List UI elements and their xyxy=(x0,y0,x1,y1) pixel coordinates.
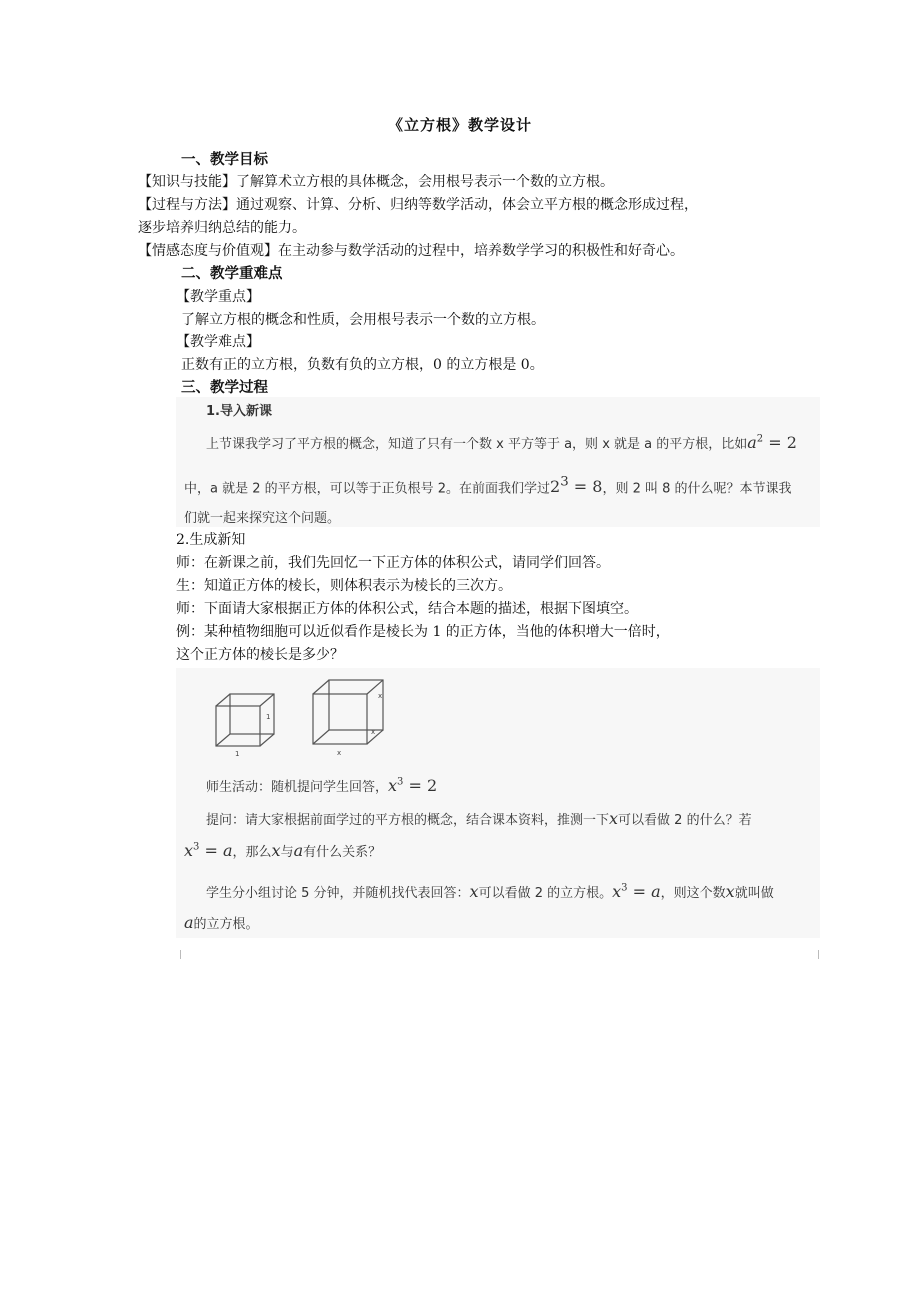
question-line-2 xyxy=(184,841,381,860)
formula-rest: = 2 xyxy=(763,433,797,452)
difficulty-text: 正数有正的立方根，负数有负的立方根，0 的立方根是 0。 xyxy=(181,357,544,373)
var-x: x xyxy=(271,841,281,860)
formula-two-cubed xyxy=(550,477,602,496)
cube-figure xyxy=(208,672,408,762)
new-knowledge-heading: 2.生成新知 xyxy=(176,532,246,548)
intro-line-2 xyxy=(184,475,792,496)
var-a: a xyxy=(184,913,194,932)
objective-attitude: 【情感态度与价值观】在主动参与数学活动的过程中，培养数学学习的积极性和好奇心。 xyxy=(138,243,684,259)
question-text-d: 与 xyxy=(280,845,294,860)
formula-rest: = a xyxy=(199,841,233,860)
formula-base: x xyxy=(184,841,194,860)
answer-text-b: 可以看做 2 的立方根。 xyxy=(478,886,613,901)
formula-exp: 3 xyxy=(397,776,404,788)
formula-exp: 3 xyxy=(560,475,569,490)
formula-rest: = a xyxy=(627,882,661,901)
section-heading-objectives: 一、教学目标 xyxy=(181,151,268,168)
formula-base: x xyxy=(388,776,398,795)
scanned-activity-block xyxy=(176,668,820,938)
intro-line-1 xyxy=(206,433,797,452)
dialogue-teacher-2: 师：下面请大家根据正方体的体积公式，结合本题的描述，根据下图填空。 xyxy=(176,601,638,617)
answer-text-c: ，则这个数 xyxy=(660,886,726,901)
formula-exp: 3 xyxy=(193,841,200,853)
objective-process-cont: 逐步培养归纳总结的能力。 xyxy=(138,220,306,236)
section-heading-key-points: 二、教学重难点 xyxy=(181,265,283,282)
intro-line-2-text: 中，a 就是 2 的平方根，可以等于正负根号 2。在前面我们学过 xyxy=(184,481,551,497)
formula-base: 2 xyxy=(550,477,561,497)
formula-a-squared xyxy=(747,433,763,452)
var-x: x xyxy=(469,882,479,901)
scanned-intro-block xyxy=(176,397,820,527)
key-point-label: 【教学重点】 xyxy=(176,289,260,305)
var-x: x xyxy=(725,882,735,901)
corner-mark-right xyxy=(818,950,819,959)
formula-base: x xyxy=(612,882,622,901)
dialogue-teacher-1: 师：在新课之前，我们先回忆一下正方体的体积公式，请同学们回答。 xyxy=(176,555,610,571)
formula-exp: 2 xyxy=(756,433,764,445)
document-title: 《立方根》教学设计 xyxy=(387,116,532,134)
student-answer-line-2 xyxy=(184,913,259,932)
question-text-c: ，那么 xyxy=(232,845,272,860)
question-text-b: 可以看做 2 的什么？若 xyxy=(618,813,752,828)
intro-heading: 1.导入新课 xyxy=(206,404,272,419)
var-x: x xyxy=(609,809,619,828)
example-problem: 例：某种植物细胞可以近似看作是棱长为 1 的正方体，当他的体积增大一倍时， xyxy=(176,624,670,640)
activity-text: 师生活动：随机提问学生回答， xyxy=(206,780,389,795)
question-text-e: 有什么关系？ xyxy=(303,845,382,860)
student-answer-line-1 xyxy=(206,882,774,901)
objective-process: 【过程与方法】通过观察、计算、分析、归纳等数学活动，体会立平方根的概念形成过程， xyxy=(138,197,698,213)
answer-text: 学生分小组讨论 5 分钟，并随机找代表回答： xyxy=(206,886,470,901)
question-line-1 xyxy=(206,809,752,828)
section-heading-process: 三、教学过程 xyxy=(181,379,268,396)
example-question: 这个正方体的棱长是多少？ xyxy=(176,647,344,663)
difficulty-label: 【教学难点】 xyxy=(176,334,260,350)
small-cube-side-label: 1 xyxy=(266,713,271,721)
formula-base: a xyxy=(747,433,757,452)
var-a: a xyxy=(293,841,304,860)
objective-knowledge: 【知识与技能】了解算术立方根的具体概念，会用根号表示一个数的立方根。 xyxy=(138,174,614,190)
formula-rest: = 2 xyxy=(403,776,438,795)
large-cube-label-bottom: x xyxy=(337,749,342,757)
formula-x-cubed xyxy=(388,776,403,795)
intro-line-3: 们就一起来探究这个问题。 xyxy=(184,511,341,526)
formula-exp: 3 xyxy=(621,882,628,894)
intro-line-2-text-b: ，则 2 叫 8 的什么呢？本节课我 xyxy=(602,481,792,497)
answer-text-d: 就叫做 xyxy=(734,886,774,901)
large-cube-label-top: x xyxy=(378,692,383,700)
intro-line-1-text: 上节课我学习了平方根的概念，知道了只有一个数 x 平方等于 a，则 x 就是 a 的平方根，比如 xyxy=(206,437,748,452)
large-cube-label-right: x xyxy=(371,728,376,736)
corner-mark-left xyxy=(180,950,181,959)
formula-x-cubed-a xyxy=(184,841,199,860)
answer-text-e: 的立方根。 xyxy=(193,917,259,932)
small-cube-bottom-label: 1 xyxy=(235,750,240,758)
formula-x-cubed-a-2 xyxy=(612,882,627,901)
key-point-text: 了解立方根的概念和性质，会用根号表示一个数的立方根。 xyxy=(181,312,545,328)
formula-rest: = 8 xyxy=(568,477,603,497)
dialogue-student-1: 生：知道正方体的棱长，则体积表示为棱长的三次方。 xyxy=(176,578,512,594)
question-text: 提问：请大家根据前面学过的平方根的概念，结合课本资料，推测一下 xyxy=(206,813,610,828)
activity-line-1 xyxy=(206,776,437,795)
